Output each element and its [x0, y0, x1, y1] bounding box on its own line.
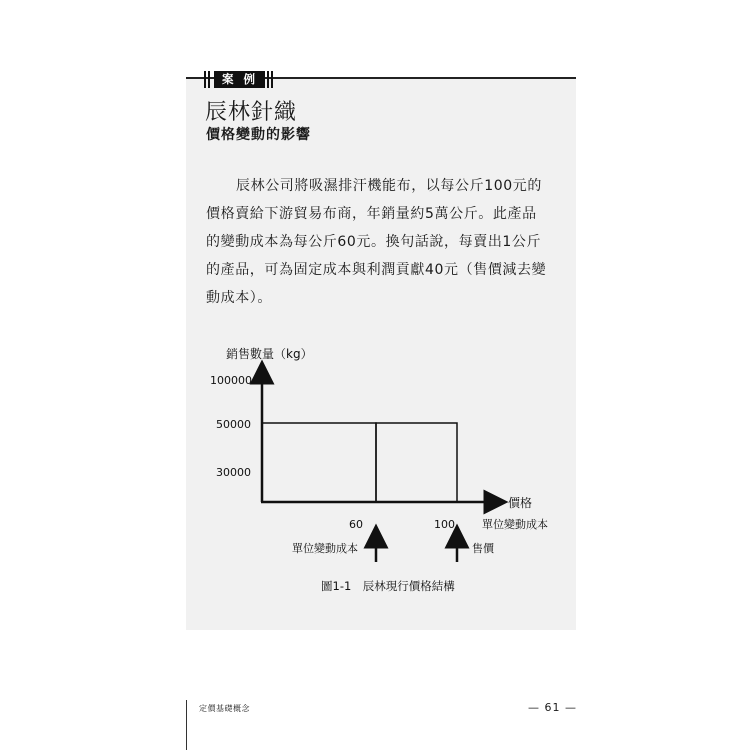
x-tick-label: 60 — [349, 518, 363, 531]
x-axis-label: 價格 — [508, 496, 533, 510]
badge-bar-right-2 — [271, 71, 273, 88]
footer-section-title: 定價基礎概念 — [199, 704, 250, 713]
case-title: 辰林針織 — [205, 100, 298, 125]
paragraph-line: 動成本）。 — [206, 290, 272, 306]
price-structure-chart — [186, 330, 576, 610]
footer-rule — [186, 700, 187, 750]
box-contribution — [376, 423, 457, 502]
x-tick-label: 100 — [434, 518, 455, 531]
figure-caption: 圖1-1 辰林現行價格結構 — [321, 579, 455, 593]
page-number: — 61 — — [528, 701, 577, 714]
paragraph-line: 辰林公司將吸濕排汗機能布，以每公斤100元的 — [236, 178, 542, 194]
y-axis-label: 銷售數量（kg） — [226, 347, 313, 361]
case-subtitle: 價格變動的影響 — [206, 127, 311, 143]
y-tick-label: 100000 — [210, 374, 252, 387]
paragraph-line: 價格賣給下游貿易布商，年銷量約5萬公斤。此產品 — [206, 206, 537, 222]
case-badge: 案 例 — [214, 71, 265, 88]
badge-bar-left-2 — [208, 71, 210, 88]
y-tick-label: 50000 — [216, 418, 251, 431]
arrow-label-price: 售價 — [472, 542, 494, 555]
x-right-label: 單位變動成本 — [482, 518, 548, 531]
badge-bar-right-1 — [267, 71, 269, 88]
paragraph-line: 的產品，可為固定成本與利潤貢獻40元（售價減去變 — [206, 262, 547, 278]
y-tick-label: 30000 — [216, 466, 251, 479]
badge-bar-left-1 — [204, 71, 206, 88]
case-paragraph — [206, 172, 566, 312]
case-badge-group — [204, 71, 275, 88]
arrow-label-variable-cost: 單位變動成本 — [292, 542, 358, 555]
box-variable-cost — [262, 423, 376, 502]
paragraph-line: 的變動成本為每公斤60元。換句話說，每賣出1公斤 — [206, 234, 542, 250]
